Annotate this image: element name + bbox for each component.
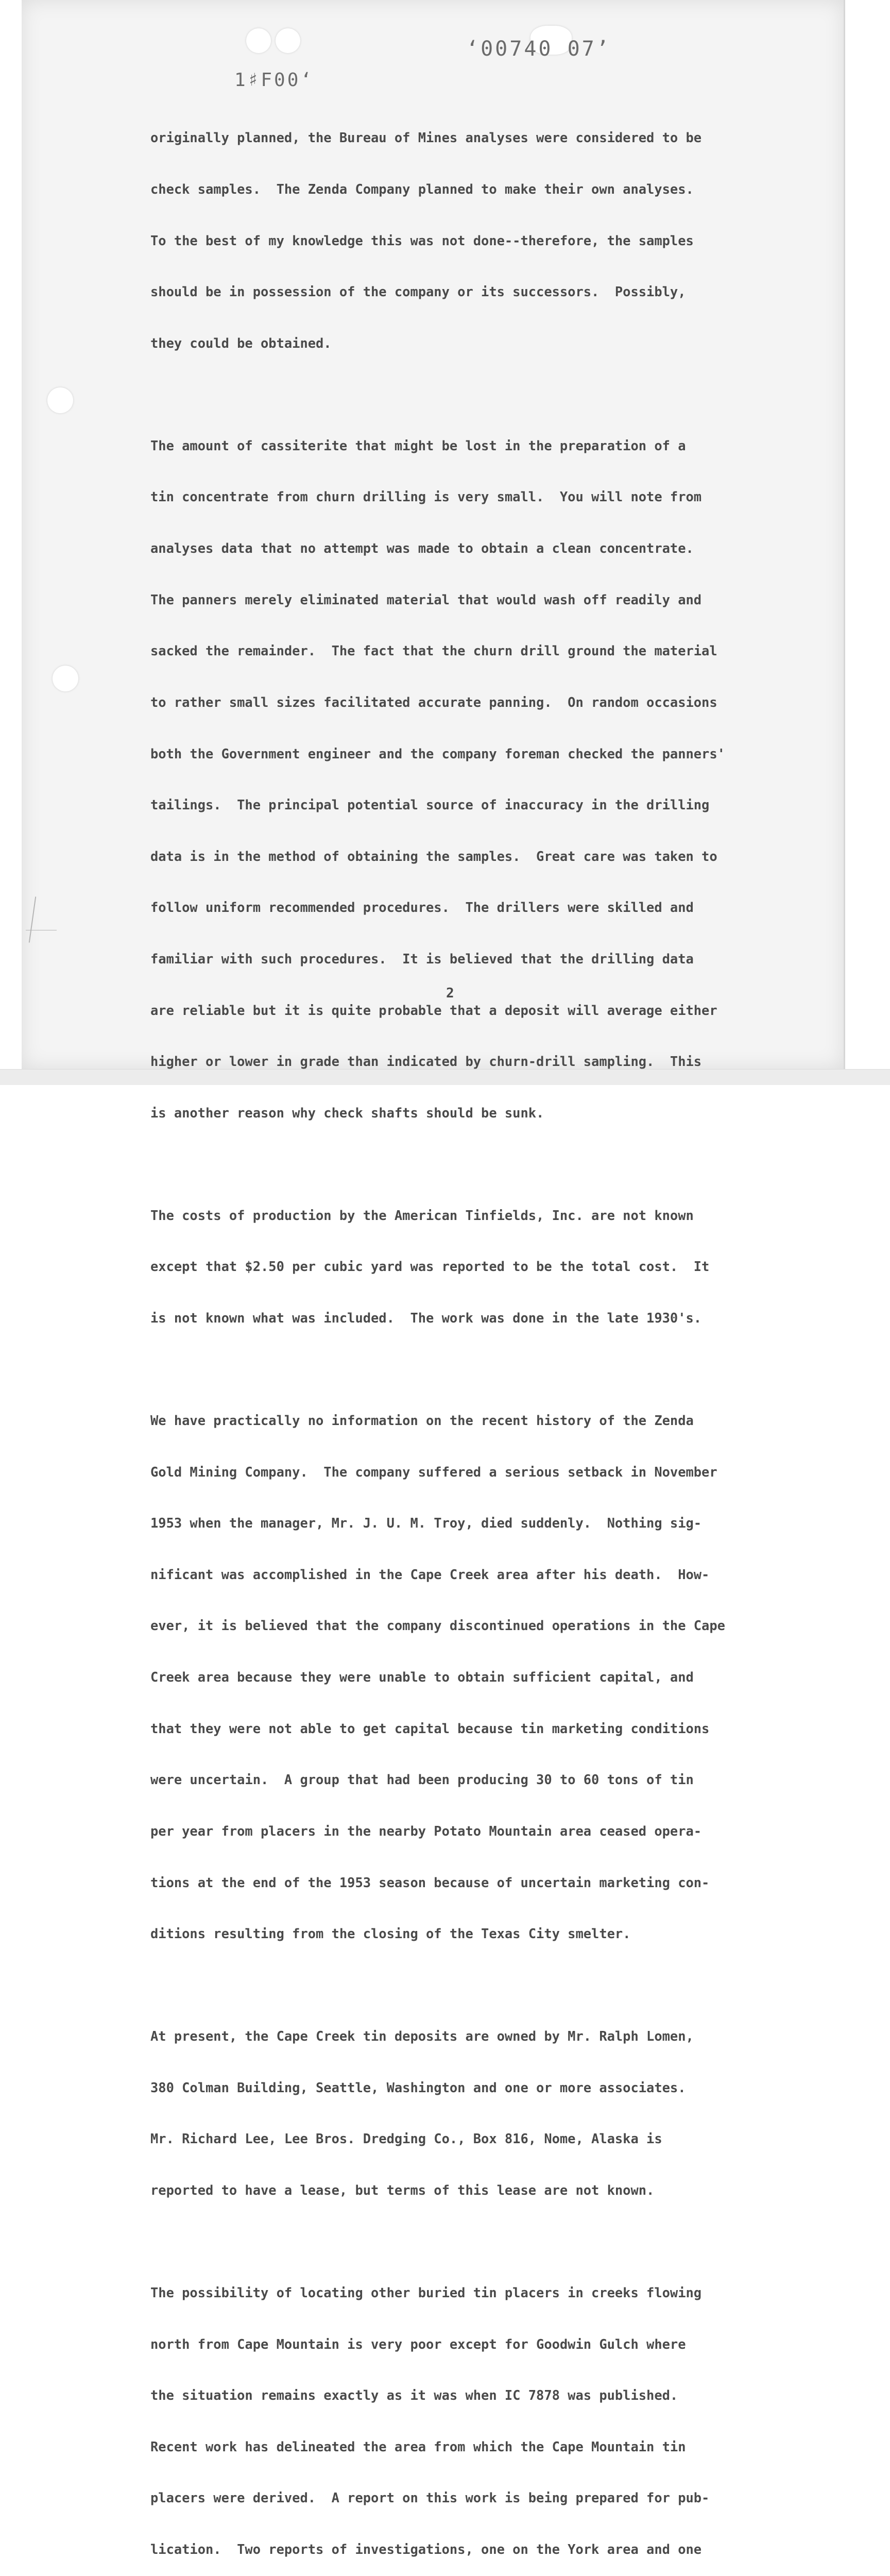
- text-line: The possibility of locating other buried tin placers in creeks flowing: [150, 2284, 702, 2300]
- punch-hole: [246, 28, 271, 53]
- text-line: per year from placers in the nearby Potato Mountain area ceased opera-: [150, 1823, 702, 1839]
- text-line: ditions resulting from the closing of the Texas City smelter.: [150, 1926, 631, 1942]
- text-line: analyses data that no attempt was made to obtain a clean concentrate.: [150, 540, 694, 556]
- text-line: Creek area because they were unable to obtain sufficient capital, and: [150, 1669, 694, 1685]
- text-line: lication. Two reports of investigations, one on the York area and one: [150, 2541, 702, 2557]
- text-line: Gold Mining Company. The company suffered a serious setback in November: [150, 1464, 717, 1480]
- text-line: are reliable but it is quite probable that a deposit will average either: [150, 1002, 717, 1018]
- text-line: tailings. The principal potential source of inaccuracy in the drilling: [150, 797, 710, 813]
- text-line: tions at the end of the 1953 season because of uncertain marketing con-: [150, 1874, 710, 1890]
- text-line: is another reason why check shafts should be sunk.: [150, 1105, 544, 1121]
- body-text: [150, 95, 789, 2576]
- paragraph: [150, 95, 789, 386]
- text-line: familiar with such procedures. It is believed that the drilling data: [150, 951, 694, 967]
- punch-hole: [47, 387, 73, 413]
- document-stamp-number: ʻ00740 07ʼ: [466, 37, 611, 61]
- text-line: were uncertain. A group that had been producing 30 to 60 tons of tin: [150, 1772, 694, 1788]
- text-line: originally planned, the Bureau of Mines analyses were considered to be: [150, 130, 702, 146]
- text-line: sacked the remainder. The fact that the churn drill ground the material: [150, 643, 717, 659]
- text-line: except that $2.50 per cubic yard was reported to be the total cost. It: [150, 1259, 710, 1275]
- text-line: follow uniform recommended procedures. The drillers were skilled and: [150, 900, 694, 916]
- text-line: is not known what was included. The work was done in the late 1930's.: [150, 1310, 702, 1326]
- text-line: that they were not able to get capital because tin marketing conditions: [150, 1720, 710, 1736]
- text-line: We have practically no information on the recent history of the Zenda: [150, 1413, 694, 1429]
- text-line: placers were derived. A report on this work is being prepared for pub-: [150, 2490, 710, 2506]
- text-line: they could be obtained.: [150, 335, 332, 351]
- text-line: The costs of production by the American Tinfields, Inc. are not known: [150, 1207, 694, 1223]
- paragraph: [150, 1378, 789, 1977]
- text-line: to rather small sizes facilitated accurate panning. On random occasions: [150, 694, 717, 710]
- text-line: 380 Colman Building, Seattle, Washington and one or more associates.: [150, 2079, 686, 2095]
- punch-hole: [53, 666, 78, 691]
- text-line: 1953 when the manager, Mr. J. U. M. Troy, died suddenly. Nothing sig-: [150, 1515, 702, 1531]
- text-line: At present, the Cape Creek tin deposits are owned by Mr. Ralph Lomen,: [150, 2028, 694, 2044]
- text-line: ever, it is believed that the company discontinued operations in the Cape: [150, 1618, 725, 1634]
- text-line: both the Government engineer and the company foreman checked the panners': [150, 745, 725, 761]
- text-line: tin concentrate from churn drilling is very small. You will note from: [150, 489, 702, 505]
- text-line: the situation remains exactly as it was when IC 7878 was published.: [150, 2387, 678, 2403]
- text-line: The panners merely eliminated material that would wash off readily and: [150, 591, 702, 607]
- text-line: should be in possession of the company or its successors. Possibly,: [150, 284, 686, 300]
- punch-hole: [276, 28, 300, 53]
- text-line: Mr. Richard Lee, Lee Bros. Dredging Co., Box 816, Nome, Alaska is: [150, 2131, 662, 2147]
- text-line: higher or lower in grade than indicated by churn-drill sampling. This: [150, 1054, 702, 1070]
- text-line: Recent work has delineated the area from which the Cape Mountain tin: [150, 2438, 686, 2454]
- paragraph: [150, 1173, 789, 1361]
- text-line: data is in the method of obtaining the samples. Great care was taken to: [150, 848, 717, 864]
- paragraph: [150, 1994, 789, 2233]
- text-line: To the best of my knowledge this was not done--therefore, the samples: [150, 232, 694, 248]
- text-line: nificant was accomplished in the Cape Creek area after his death. How-: [150, 1566, 710, 1582]
- text-line: north from Cape Mountain is very poor except for Goodwin Gulch where: [150, 2336, 686, 2352]
- paragraph: [150, 403, 789, 1156]
- text-line: The amount of cassiterite that might be lost in the preparation of a: [150, 437, 686, 453]
- paragraph: [150, 2250, 789, 2576]
- text-line: check samples. The Zenda Company planned to make their own analyses.: [150, 181, 694, 197]
- document-stamp-code: 1♯F00ʻ: [234, 70, 314, 91]
- page-number: 2: [446, 986, 454, 1001]
- text-line: reported to have a lease, but terms of this lease are not known.: [150, 2182, 655, 2198]
